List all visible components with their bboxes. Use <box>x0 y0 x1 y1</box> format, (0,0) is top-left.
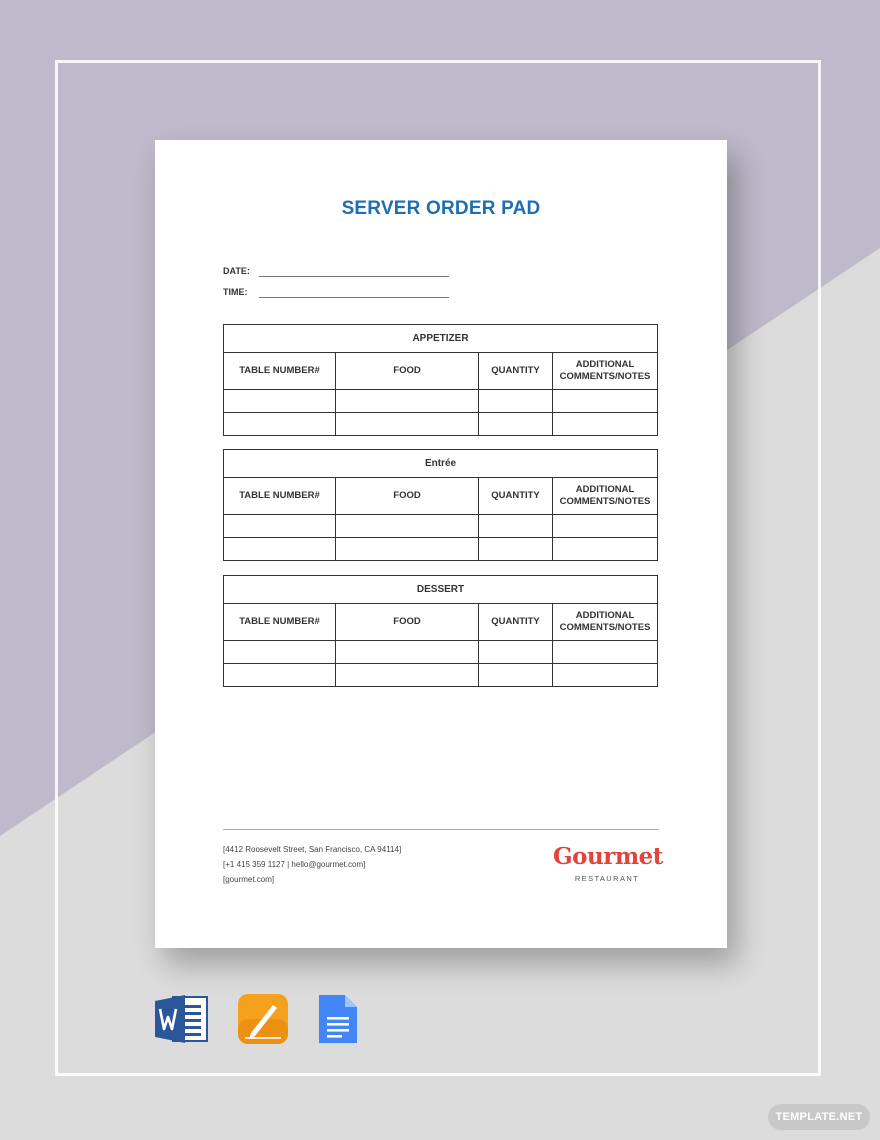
gourmet-logo-subtitle: RESTAURANT <box>574 874 640 883</box>
table-cell[interactable] <box>336 664 479 687</box>
col-header-comments: ADDITIONAL COMMENTS/NOTES <box>553 478 658 515</box>
gourmet-logo: Gourmet <box>553 843 663 870</box>
footer-address: [4412 Roosevelt Street, San Francisco, CA 94114] <box>223 845 402 854</box>
footer-divider <box>223 829 659 830</box>
table-row <box>224 515 658 538</box>
col-header-comments: ADDITIONAL COMMENTS/NOTES <box>553 353 658 390</box>
table-cell[interactable] <box>553 390 658 413</box>
table-cell[interactable] <box>224 641 336 664</box>
footer-website: [gourmet.com] <box>223 875 275 884</box>
col-header-table-number: TABLE NUMBER# <box>224 353 336 390</box>
col-header-quantity: QUANTITY <box>479 478 553 515</box>
table-cell[interactable] <box>479 413 553 436</box>
table-row <box>224 664 658 687</box>
table-cell[interactable] <box>479 641 553 664</box>
table-cell[interactable] <box>553 413 658 436</box>
table-cell[interactable] <box>224 538 336 561</box>
date-line[interactable] <box>259 276 449 277</box>
table-cell[interactable] <box>224 413 336 436</box>
col-header-quantity: QUANTITY <box>479 604 553 641</box>
template-net-badge[interactable]: TEMPLATE.NET <box>768 1104 870 1130</box>
table-cell[interactable] <box>553 515 658 538</box>
table-row <box>224 538 658 561</box>
col-header-table-number: TABLE NUMBER# <box>224 478 336 515</box>
date-field <box>223 266 259 276</box>
appetizer-table <box>223 324 658 436</box>
section-title-dessert: DESSERT <box>224 576 658 604</box>
table-cell[interactable] <box>224 664 336 687</box>
table-row <box>224 390 658 413</box>
col-header-food: FOOD <box>336 478 479 515</box>
col-header-table-number: TABLE NUMBER# <box>224 604 336 641</box>
table-cell[interactable] <box>336 641 479 664</box>
pages-icon[interactable] <box>237 993 289 1045</box>
table-cell[interactable] <box>553 538 658 561</box>
dessert-table <box>223 575 658 687</box>
table-cell[interactable] <box>553 641 658 664</box>
table-cell[interactable] <box>224 390 336 413</box>
table-cell[interactable] <box>479 538 553 561</box>
table-row <box>224 413 658 436</box>
date-label: DATE: <box>223 266 250 276</box>
entree-table <box>223 449 658 561</box>
table-cell[interactable] <box>336 413 479 436</box>
table-cell[interactable] <box>336 538 479 561</box>
time-field <box>223 287 259 297</box>
google-docs-icon[interactable] <box>317 993 359 1045</box>
page-title: SERVER ORDER PAD <box>341 198 541 219</box>
table-cell[interactable] <box>479 664 553 687</box>
table-cell[interactable] <box>336 515 479 538</box>
footer-contact: [+1 415 359 1127 | hello@gourmet.com] <box>223 860 366 869</box>
document-page <box>155 140 727 948</box>
col-header-quantity: QUANTITY <box>479 353 553 390</box>
word-icon[interactable] <box>155 993 211 1045</box>
section-title-entree: Entrée <box>224 450 658 478</box>
section-title-appetizer: APPETIZER <box>224 325 658 353</box>
table-cell[interactable] <box>479 515 553 538</box>
time-line[interactable] <box>259 297 449 298</box>
col-header-comments: ADDITIONAL COMMENTS/NOTES <box>553 604 658 641</box>
table-cell[interactable] <box>224 515 336 538</box>
col-header-food: FOOD <box>336 604 479 641</box>
time-label: TIME: <box>223 287 248 297</box>
col-header-food: FOOD <box>336 353 479 390</box>
table-cell[interactable] <box>336 390 479 413</box>
table-cell[interactable] <box>479 390 553 413</box>
table-row <box>224 641 658 664</box>
table-cell[interactable] <box>553 664 658 687</box>
